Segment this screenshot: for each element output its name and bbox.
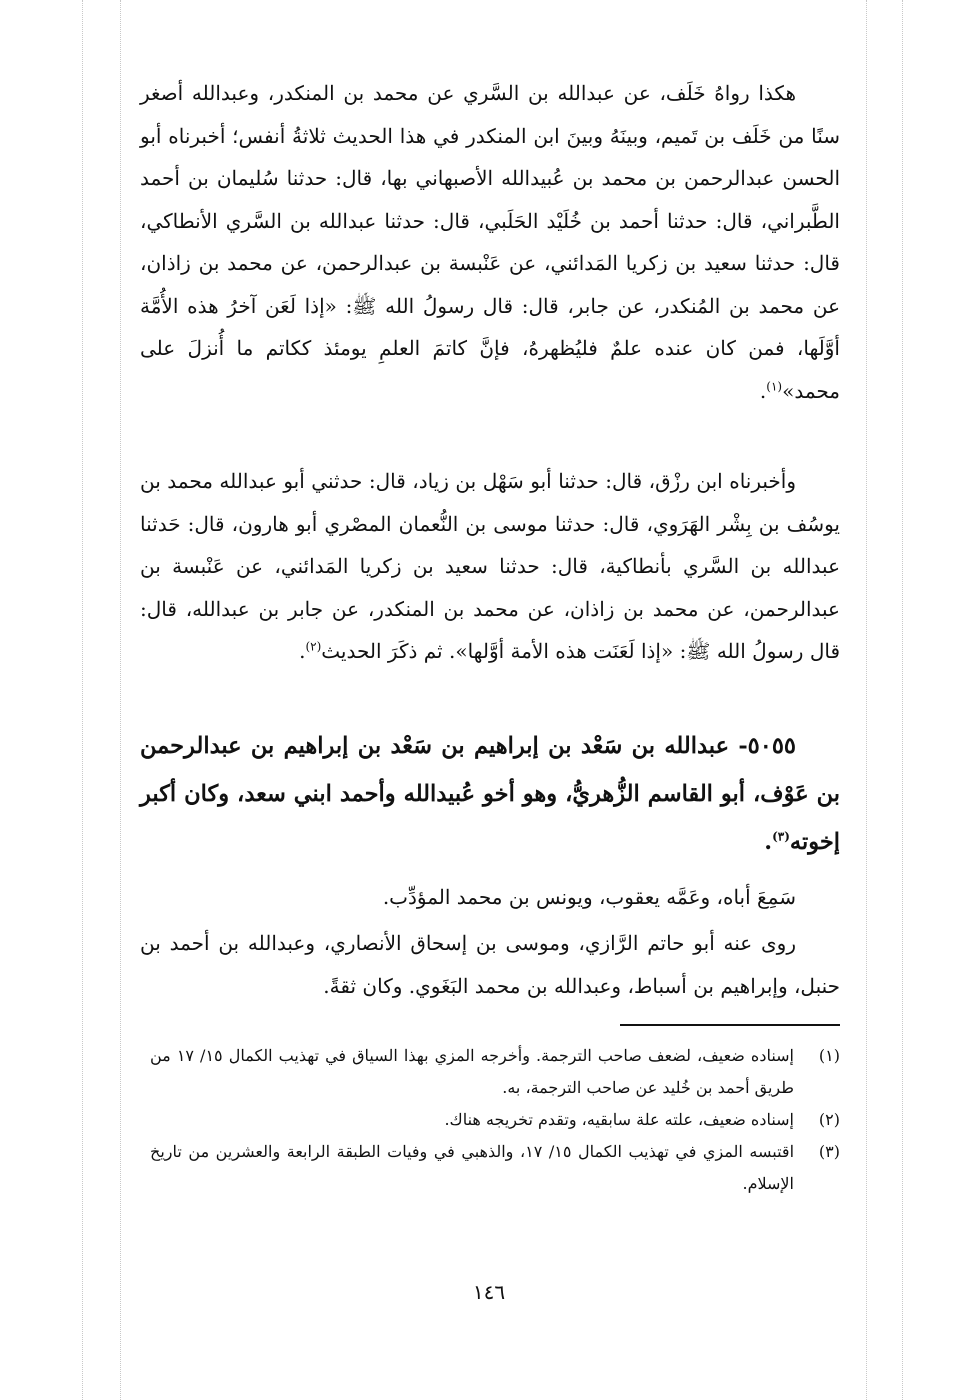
footnote-ref: (٢) (305, 639, 322, 654)
scan-artifact-line (120, 0, 121, 1400)
paragraph-text: روى عنه أبو حاتم الرَّازي، وموسى بن إسحاق الأنصاري، وعبدالله بن أحمد بن حنبل، وإبراهيم بن أسباط، وعبدالله بن محمد البَغَوي. وكان ثقةً. (140, 931, 840, 998)
footnote-text: إسناده ضعيف، علته علة سابقيه، وتقدم تخريجه هناك. (444, 1110, 794, 1129)
footnote-ref: (٣) (772, 829, 790, 844)
scan-artifact-line (902, 0, 903, 1400)
footnote-text: إسناده ضعيف، لضعف صاحب الترجمة. وأخرجه المزي بهذا السياق في تهذيب الكمال ١٥/ ١٧ من طريق أحمد بن خُليد عن صاحب الترجمة، به. (150, 1046, 794, 1097)
footnote-item (150, 1040, 840, 1104)
body-paragraph-2: وأخبرناه ابن رزْق، قال: حدثنا أبو سَهْل بن زياد، قال: حدثني أبو عبدالله محمد بن يوسُف بن بِشْر الهَرَوي، قال: حدثنا موسى بن النُّعمان المصْري أبو هارون، قال: حَدثنا عبدالله بن السَّري بأنطاكية، قال: حدثنا سعيد بن زكريا المَدائني، عن عَنْبسة بن عبدالرحمن، عن محمد بن زاذان، عن محمد بن المنكدر، عن جابر بن عبدالله، قال: قال رسولُ الله ﷺ: «إذا لَعَنَت هذه الأمة أوَّلها». ثم ذكَرَ الحديث$^{(٢)}$. (140, 469, 840, 663)
paragraph-text: سَمِعَ أباه، وعَمَّه يعقوب، ويونس بن محمد المؤدِّب. (382, 885, 796, 909)
body-paragraph-1: هكذا رواهُ خَلَف، عن عبدالله بن السَّري عن محمد بن المنكدر، وعبدالله أصغر سنًا من خَلَف بن تَميم، وبينَهُ وبينَ ابن المنكدر في هذا الحديث ثلاثةُ أنفس؛ أخبرناه أبو الحسن عبدالرحمن بن محمد بن عُبيدالله الأصبهاني بها، قال: حدثنا سُليمان بن أحمد الطَّبراني، قال: حدثنا أحمد بن خُلَيْد الحَلَبي، قال: حدثنا عبدالله بن السَّري الأنطاكي، قال: حدثنا سعيد بن زكريا المَدائني، عن عَنْبسة بن عبدالرحمن، عن محمد بن زاذان، عن محمد بن المُنكدر، عن جابر، قال: قال رسولُ الله ﷺ: «إذا لَعَن آخرُ هذه الأُمَّة أوَّلَها، فمن كان عنده علمٌ فليُظهرهُ، فإنَّ كاتمَ العلمِ يومئذ ككاتم ما أُنزلَ على محمد»$^{(١)}$. (140, 81, 840, 403)
entry-text: ٥٠٥٥- عبدالله بن سَعْد بن إبراهيم بن سَعْد بن إبراهيم بن عبدالرحمن بن عَوْف، أبو القاسم الزُّهريُّ، وهو أخو عُبيدالله وأحمد ابني سعد، وكان أكبر إخوته (140, 733, 840, 855)
body-paragraph-3 (140, 876, 840, 919)
footnote-item (150, 1136, 840, 1200)
paragraph-text: وأخبرناه ابن رزْق، قال: حدثنا أبو سَهْل بن زياد، قال: حدثني أبو عبدالله محمد بن يوسُف بن بِشْر الهَرَوي، قال: حدثنا موسى بن النُّعمان المصْري أبو هارون، قال: حَدثنا عبدالله بن السَّري بأنطاكية، قال: حدثنا سعيد بن زكريا المَدائني، عن عَنْبسة بن عبدالرحمن، عن محمد بن زاذان، عن محمد بن المنكدر، عن جابر بن عبدالله، قال: قال رسولُ الله ﷺ: «إذا لَعَنَت هذه الأمة أوَّلها». ثم ذكَرَ الحديث (140, 469, 840, 663)
biography-entry-heading: ٥٠٥٥- عبدالله بن سَعْد بن إبراهيم بن سَعْد بن إبراهيم بن عبدالرحمن بن عَوْف، أبو القاسم الزُّهريُّ، وهو أخو عُبيدالله وأحمد ابني سعد، وكان أكبر إخوته$^{(٣)}$. (140, 733, 840, 855)
footnote-number: (١) (818, 1046, 840, 1065)
footnote-number: (٣) (818, 1142, 840, 1161)
footnote-number: (٢) (818, 1110, 840, 1129)
scan-artifact-line (82, 0, 83, 1400)
footnote-ref: (١) (766, 378, 783, 393)
footnote-divider (620, 1024, 840, 1026)
page-number: ١٤٦ (472, 1280, 506, 1304)
paragraph-text: هكذا رواهُ خَلَف، عن عبدالله بن السَّري عن محمد بن المنكدر، وعبدالله أصغر سنًا من خَلَف بن تَميم، وبينَهُ وبينَ ابن المنكدر في هذا الحديث ثلاثةُ أنفس؛ أخبرناه أبو الحسن عبدالرحمن بن محمد بن عُبيدالله الأصبهاني بها، قال: حدثنا سُليمان بن أحمد الطَّبراني، قال: حدثنا أحمد بن خُلَيْد الحَلَبي، قال: حدثنا عبدالله بن السَّري الأنطاكي، قال: حدثنا سعيد بن زكريا المَدائني، عن عَنْبسة بن عبدالرحمن، عن محمد بن زاذان، عن محمد بن المُنكدر، عن جابر، قال: قال رسولُ الله ﷺ: «إذا لَعَن آخرُ هذه الأُمَّة أوَّلَها، فمن كان عنده علمٌ فليُظهرهُ، فإنَّ كاتمَ العلمِ يومئذ ككاتم ما أُنزلَ على محمد» (140, 81, 840, 403)
body-paragraph-4 (140, 922, 840, 1007)
scan-artifact-line (866, 0, 867, 1400)
footnotes (150, 1040, 840, 1200)
footnote-text: اقتبسه المزي في تهذيب الكمال ١٥/ ١٧، والذهبي في وفيات الطبقة الرابعة والعشرين من تاريخ الإسلام. (150, 1142, 795, 1193)
footnote-item (150, 1104, 840, 1136)
